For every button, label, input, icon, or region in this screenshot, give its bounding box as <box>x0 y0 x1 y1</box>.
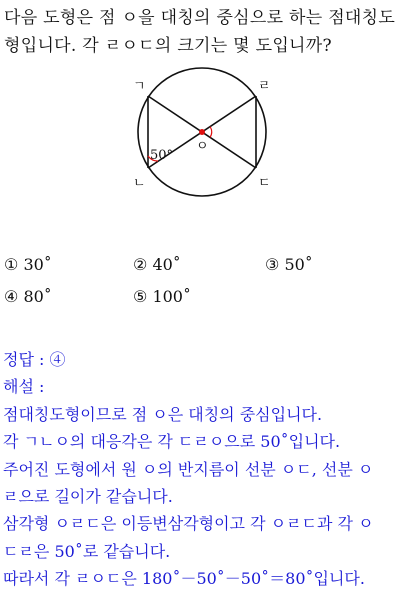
choice-3[interactable] <box>265 255 313 274</box>
choice-1[interactable] <box>4 255 52 274</box>
choice-5[interactable] <box>133 287 191 306</box>
choice-2-text: 40˚ <box>152 255 181 274</box>
question-line-2: 형입니다. 각 ㄹㅇㄷ의 크기는 몇 도입니까? <box>4 36 332 56</box>
explanation-header: 해설 : <box>3 377 45 397</box>
explanation-line-7: 따라서 각 ㄹㅇㄷ은 180˚－50˚－50˚＝80˚입니다. <box>3 569 365 589</box>
choice-2-number: ② <box>133 255 148 274</box>
choice-3-number: ③ <box>265 255 280 274</box>
label-o: ㅇ <box>196 139 209 154</box>
question-text <box>4 4 398 60</box>
question-line-1: 다음 도형은 점 ㅇ을 대칭의 중심으로 하는 점대칭도 <box>4 8 396 28</box>
label-n: ㄴ <box>133 176 146 191</box>
choice-3-text: 50˚ <box>284 255 313 274</box>
choice-4-text: 80˚ <box>23 287 52 306</box>
choice-4[interactable] <box>4 287 52 306</box>
choice-4-number: ④ <box>4 287 19 306</box>
explanation-line-2: 각 ㄱㄴㅇ의 대응각은 각 ㄷㄹㅇ으로 50˚입니다. <box>3 432 341 452</box>
label-g: ㄱ <box>133 79 146 94</box>
choice-2[interactable] <box>133 255 181 274</box>
angle-label: 50° <box>150 148 174 163</box>
choice-5-number: ⑤ <box>133 287 148 306</box>
explanation-line-1: 점대칭도형이므로 점 ㅇ은 대칭의 중심입니다. <box>3 404 323 424</box>
label-d: ㄷ <box>258 176 271 191</box>
center-point-o <box>199 129 205 135</box>
explanation-line-6: ㄷㄹ은 50˚로 같습니다. <box>3 541 171 561</box>
label-r: ㄹ <box>258 79 271 94</box>
choice-5-text: 100˚ <box>152 287 191 306</box>
explanation-line-4: ㄹ으로 길이가 같습니다. <box>3 486 173 506</box>
explanation-line-3: 주어진 도형에서 원 ㅇ의 반지름이 선분 ㅇㄷ, 선분 ㅇ <box>3 459 374 479</box>
choice-1-text: 30˚ <box>23 255 52 274</box>
angle-arc-o <box>210 127 212 138</box>
choice-1-number: ① <box>4 255 19 274</box>
explanation-line-5: 삼각형 ㅇㄹㄷ은 이등변삼각형이고 각 ㅇㄹㄷ과 각 ㅇ <box>3 514 374 534</box>
answer-section <box>3 348 399 595</box>
point-symmetric-figure <box>130 60 280 210</box>
correct-answer: 정답 : ④ <box>3 350 66 369</box>
